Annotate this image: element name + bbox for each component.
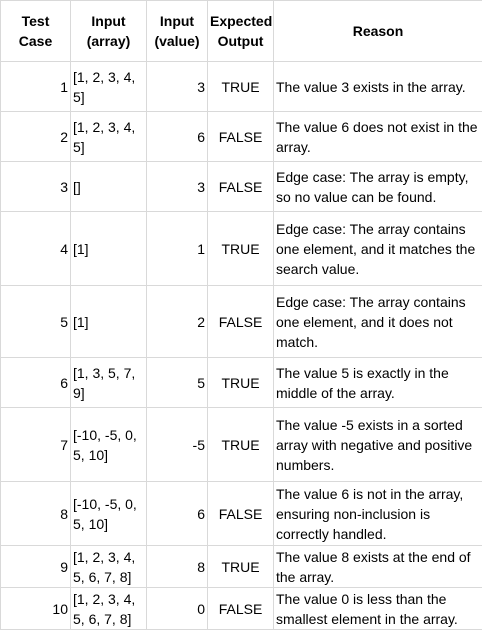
table-row — [1, 212, 482, 286]
cell-reason: Edge case: The array contains one element, and it does not match. — [274, 286, 482, 358]
cell-input-array: [1, 3, 5, 7, 9] — [71, 358, 147, 408]
table-row — [1, 546, 482, 588]
cell-expected-output: TRUE — [208, 358, 274, 408]
cell-input-value: 0 — [147, 588, 208, 630]
cell-test-case: 2 — [1, 112, 71, 162]
table-row — [1, 62, 482, 112]
cell-input-value: -5 — [147, 408, 208, 482]
cell-input-value: 6 — [147, 482, 208, 546]
cell-expected-output: FALSE — [208, 588, 274, 630]
cell-reason: The value 5 is exactly in the middle of the array. — [274, 358, 482, 408]
cell-input-array: [1, 2, 3, 4, 5] — [71, 62, 147, 112]
cell-input-value: 2 — [147, 286, 208, 358]
cell-input-value: 3 — [147, 62, 208, 112]
cell-test-case: 10 — [1, 588, 71, 630]
cell-input-array: [1, 2, 3, 4, 5, 6, 7, 8] — [71, 546, 147, 588]
cell-input-value: 1 — [147, 212, 208, 286]
cell-test-case: 1 — [1, 62, 71, 112]
cell-expected-output: FALSE — [208, 112, 274, 162]
cell-input-value: 3 — [147, 162, 208, 212]
table-row — [1, 112, 482, 162]
cell-test-case: 3 — [1, 162, 71, 212]
cell-input-value: 6 — [147, 112, 208, 162]
cell-reason: Edge case: The array contains one element, and it matches the search value. — [274, 212, 482, 286]
header-test-case: Test Case — [1, 1, 71, 62]
header-input-array: Input (array) — [71, 1, 147, 62]
cell-input-array: [1, 2, 3, 4, 5] — [71, 112, 147, 162]
cell-input-array: [-10, -5, 0, 5, 10] — [71, 482, 147, 546]
header-row — [1, 1, 482, 62]
cell-expected-output: TRUE — [208, 408, 274, 482]
cell-test-case: 7 — [1, 408, 71, 482]
cell-expected-output: TRUE — [208, 62, 274, 112]
table-row — [1, 482, 482, 546]
cell-reason: The value 3 exists in the array. — [274, 62, 482, 112]
cell-reason: Edge case: The array is empty, so no value can be found. — [274, 162, 482, 212]
cell-test-case: 6 — [1, 358, 71, 408]
table-row — [1, 162, 482, 212]
cell-input-array: [1, 2, 3, 4, 5, 6, 7, 8] — [71, 588, 147, 630]
table-row — [1, 408, 482, 482]
cell-reason: The value -5 exists in a sorted array with negative and positive numbers. — [274, 408, 482, 482]
cell-test-case: 5 — [1, 286, 71, 358]
cell-expected-output: FALSE — [208, 482, 274, 546]
cell-expected-output: FALSE — [208, 286, 274, 358]
cell-test-case: 9 — [1, 546, 71, 588]
cell-input-array: [1] — [71, 286, 147, 358]
cell-reason: The value 6 does not exist in the array. — [274, 112, 482, 162]
cell-input-array: [1] — [71, 212, 147, 286]
cell-expected-output: TRUE — [208, 212, 274, 286]
cell-reason: The value 8 exists at the end of the array. — [274, 546, 482, 588]
cell-test-case: 4 — [1, 212, 71, 286]
table-row — [1, 588, 482, 630]
cell-input-array: [] — [71, 162, 147, 212]
cell-input-array: [-10, -5, 0, 5, 10] — [71, 408, 147, 482]
header-reason: Reason — [274, 1, 482, 62]
cell-expected-output: FALSE — [208, 162, 274, 212]
cell-expected-output: TRUE — [208, 546, 274, 588]
cell-reason: The value 0 is less than the smallest element in the array. — [274, 588, 482, 630]
cell-reason: The value 6 is not in the array, ensuring non-inclusion is correctly handled. — [274, 482, 482, 546]
header-expected-output: Expected Output — [208, 1, 274, 62]
header-input-value: Input (value) — [147, 1, 208, 62]
table-row — [1, 358, 482, 408]
cell-test-case: 8 — [1, 482, 71, 546]
cell-input-value: 8 — [147, 546, 208, 588]
cell-input-value: 5 — [147, 358, 208, 408]
table-row — [1, 286, 482, 358]
